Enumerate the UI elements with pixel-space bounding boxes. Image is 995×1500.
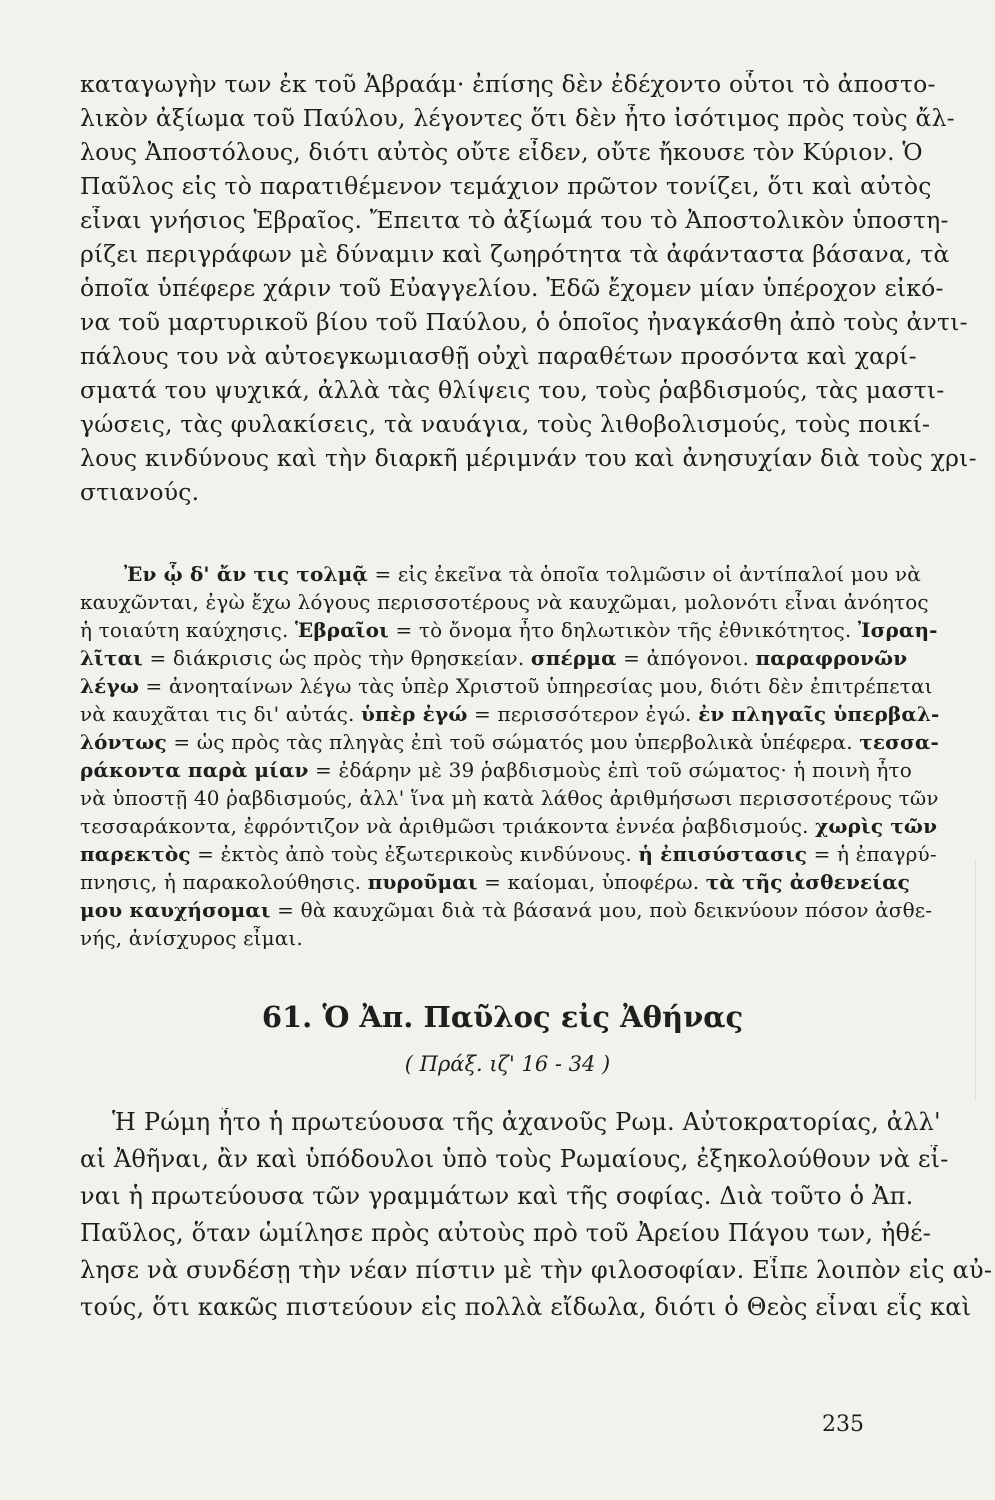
text-line: σματά του ψυχικά, ἀλλὰ τὰς θλίψεις του, τοὺς ῥαβδισμούς, τὰς μαστι- — [80, 376, 945, 404]
note-term: ἐν πληγαῖς ὑπερβαλ- — [698, 702, 940, 726]
text-line: λικὸν ἀξίωμα τοῦ Παύλου, λέγοντες ὅτι δὲν ἦτο ἰσότιμος πρὸς τοὺς ἄλ- — [80, 104, 955, 132]
note-term: παρεκτὸς — [80, 842, 191, 866]
note-text: τεσσαράκοντα, ἐφρόντιζον νὰ ἀριθμῶσι τριάκοντα ἐννέα ῥαβδισμούς. — [80, 814, 816, 838]
note-text: ἡ τοιαύτη καύχησις. — [80, 618, 296, 642]
note-line — [0, 814, 995, 838]
note-term: λέγω — [80, 674, 140, 698]
note-term: χωρὶς τῶν — [815, 814, 938, 838]
note-text: νὰ καυχᾶται τις δι' αὐτάς. — [80, 702, 361, 726]
note-line — [0, 674, 995, 698]
text-line: Παῦλος εἰς τὸ παρατιθέμενον τεμάχιον πρῶτον τονίζει, ὅτι καὶ αὐτὸς — [80, 172, 932, 200]
note-term: ὑπὲρ ἐγώ — [360, 702, 468, 726]
note-text: καυχῶνται, ἐγὼ ἔχω λόγους περισσοτέρους νὰ καυχῶμαι, μολονότι εἶναι ἀνόητος — [80, 590, 929, 614]
note-term: τεσσα- — [859, 730, 939, 754]
text-line: καταγωγὴν των ἐκ τοῦ Ἀβραάμ· ἐπίσης δὲν ἐδέχοντο οὗτοι τὸ ἀποστο- — [80, 70, 936, 98]
text-line: γώσεις, τὰς φυλακίσεις, τὰ ναυάγια, τοὺς λιθοβολισμούς, τοὺς ποικί- — [80, 410, 931, 438]
note-term: ἡ ἐπισύστασις — [638, 842, 808, 866]
note-text: πνησις, ἡ παρακολούθησις. — [80, 870, 368, 894]
note-line — [0, 590, 995, 614]
text-line: ναι ἡ πρωτεύουσα τῶν γραμμάτων καὶ τῆς σοφίας. Διὰ τοῦτο ὁ Ἀπ. — [80, 1182, 914, 1210]
text-line: αἱ Ἀθῆναι, ἂν καὶ ὑπόδουλοι ὑπὸ τοὺς Ρωμαίους, ἐξηκολούθουν νὰ εἶ- — [80, 1145, 949, 1173]
note-line — [0, 870, 995, 894]
note-term: Ἑβραῖοι — [295, 618, 389, 642]
text-line: λους Ἀποστόλους, διότι αὐτὸς οὔτε εἶδεν, οὔτε ἤκουσε τὸν Κύριον. Ὁ — [80, 138, 923, 166]
note-text: = ὡς πρὸς τὰς πληγὰς ἐπὶ τοῦ σώματός μου ὑπερβολικὰ ὑπέφερα. — [166, 730, 860, 754]
note-text: νὰ ὑποστῇ 40 ῥαβδισμούς, ἀλλ' ἵνα μὴ κατὰ λάθος ἀριθμήσωσι περισσοτέρους τῶν — [80, 786, 939, 810]
note-term: λόντως — [80, 730, 167, 754]
note-term: λῖται — [80, 646, 143, 670]
text-line: Ἡ Ρώμη ἦτο ἡ πρωτεύουσα τῆς ἀχανοῦς Ρωμ. Αὐτοκρατορίας, ἀλλ' — [112, 1108, 941, 1136]
text-line: εἶναι γνήσιος Ἑβραῖος. Ἔπειτα τὸ ἀξίωμά του τὸ Ἀποστολικὸν ὑποστη- — [80, 206, 949, 234]
note-text: = τὸ ὄνομα ἦτο δηλωτικὸν τῆς ἐθνικότητος. — [388, 618, 858, 642]
text-line: λους κινδύνους καὶ τὴν διαρκῆ μέριμνάν του καὶ ἀνησυχίαν διὰ τοὺς χρι- — [80, 444, 977, 472]
note-line — [0, 562, 995, 586]
text-line: πάλους του νὰ αὐτοεγκωμιασθῇ οὐχὶ παραθέτων προσόντα καὶ χαρί- — [80, 342, 917, 370]
note-line — [0, 926, 995, 950]
note-text: νής, ἀνίσχυρος εἶμαι. — [80, 926, 303, 950]
note-term: ράκοντα παρὰ μίαν — [80, 758, 309, 782]
note-text: = εἰς ἐκεῖνα τὰ ὁποῖα τολμῶσιν οἱ ἀντίπαλοί μου νὰ — [367, 562, 921, 586]
note-text: = ἐδάρην μὲ 39 ῥαβδισμοὺς ἐπὶ τοῦ σώματος· ἡ ποινὴ ἦτο — [308, 758, 912, 782]
note-term: Ἰσραη- — [857, 618, 938, 642]
note-text: = ἀνοηταίνων λέγω τὰς ὑπὲρ Χριστοῦ ὑπηρεσίας μου, διότι δὲν ἐπιτρέπεται — [139, 674, 933, 698]
note-line — [0, 618, 995, 642]
note-text: = ἐκτὸς ἀπὸ τοὺς ἐξωτερικοὺς κινδύνους. — [190, 842, 639, 866]
text-line: στιανούς. — [80, 478, 200, 506]
note-term: τὰ τῆς ἀσθενείας — [705, 870, 910, 894]
note-line — [0, 758, 995, 782]
text-line: λησε νὰ συνδέσῃ τὴν νέαν πίστιν μὲ τὴν φιλοσοφίαν. Εἶπε λοιπὸν εἰς αὐ- — [80, 1256, 993, 1284]
note-term: πυροῦμαι — [367, 870, 478, 894]
note-text: = ἀπόγονοι. — [616, 646, 756, 670]
note-term: Ἐν ᾧ δ' ἄν τις τολμᾷ — [124, 562, 368, 586]
note-line — [0, 786, 995, 810]
text-line: τούς, ὅτι κακῶς πιστεύουν εἰς πολλὰ εἴδωλα, διότι ὁ Θεὸς εἶναι εἷς καὶ — [80, 1293, 972, 1321]
note-term: σπέρμα — [530, 646, 617, 670]
note-line — [0, 702, 995, 726]
text-line: ὁποῖα ὑπέφερε χάριν τοῦ Εὐαγγελίου. Ἐδῶ ἔχομεν μίαν ὑπέροχον εἰκό- — [80, 274, 944, 302]
chapter-heading: 61. Ὁ Ἀπ. Παῦλος εἰς Ἀθήνας — [261, 1000, 744, 1034]
chapter-reference: ( Πράξ. ιζ' 16 - 34 ) — [404, 1052, 611, 1076]
page-number: 235 — [822, 1412, 864, 1437]
note-line — [0, 646, 995, 670]
note-text: = θὰ καυχῶμαι διὰ τὰ βάσανά μου, ποὺ δεικνύουν πόσον ἀσθε- — [270, 898, 933, 922]
note-line — [0, 730, 995, 754]
text-line: να τοῦ μαρτυρικοῦ βίου τοῦ Παύλου, ὁ ὁποῖος ἠναγκάσθη ἀπὸ τοὺς ἀντι- — [80, 308, 968, 336]
note-text: = καίομαι, ὑποφέρω. — [477, 870, 706, 894]
note-text: = ἡ ἐπαγρύ- — [807, 842, 937, 866]
margin-shadow — [975, 860, 990, 1100]
note-text: = διάκρισις ὡς πρὸς τὴν θρησκείαν. — [142, 646, 531, 670]
note-line — [0, 842, 995, 866]
note-term: παραφρονῶν — [755, 646, 908, 670]
text-line: Παῦλος, ὅταν ὡμίλησε πρὸς αὐτοὺς πρὸ τοῦ Ἀρείου Πάγου των, ἠθέ- — [80, 1219, 932, 1247]
note-text: = περισσότερον ἐγώ. — [467, 702, 699, 726]
note-line — [0, 898, 995, 922]
note-term: μου καυχήσομαι — [80, 898, 271, 922]
text-line: ρίζει περιγράφων μὲ δύναμιν καὶ ζωηρότητα τὰ ἀφάνταστα βάσανα, τὰ — [80, 240, 950, 268]
